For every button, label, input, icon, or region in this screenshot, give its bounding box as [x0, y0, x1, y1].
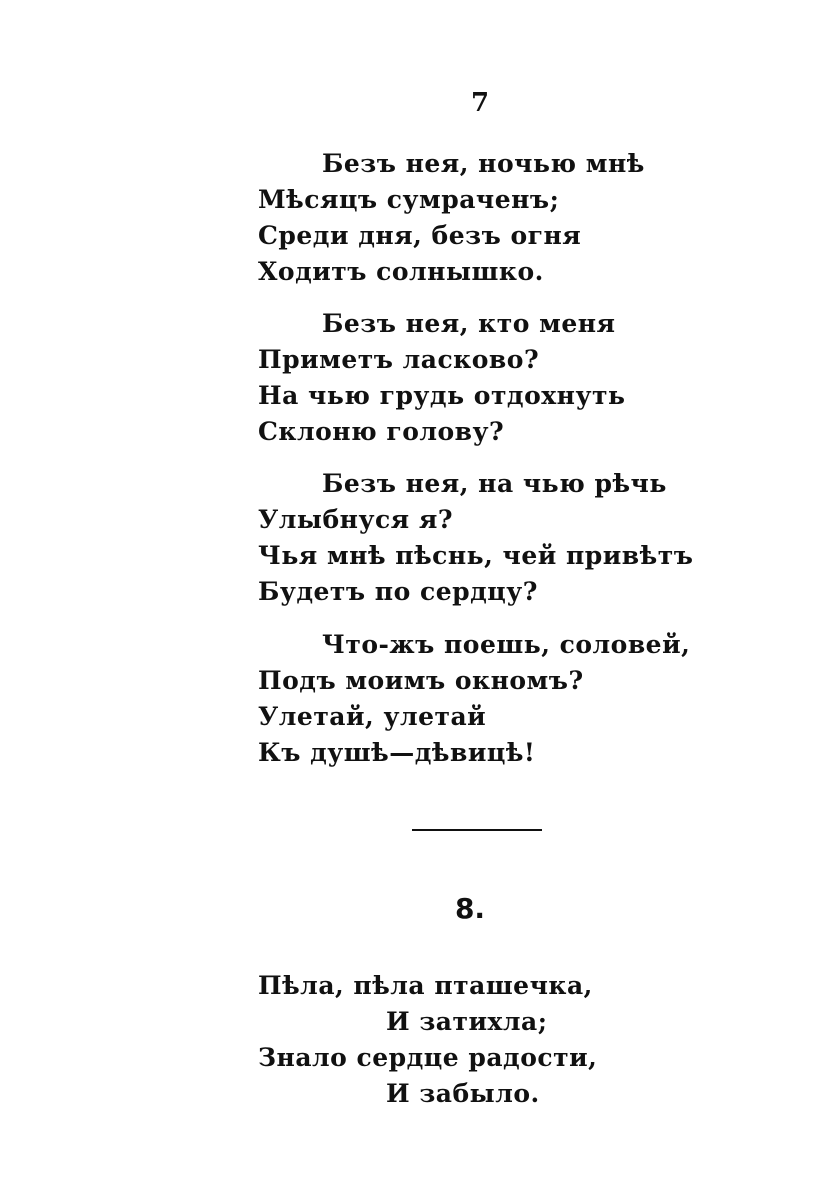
poem-line: Чья мнѣ пѣснь, чей привѣтъ: [258, 541, 694, 570]
poem-stanza: [258, 146, 645, 290]
poem-line: И затихла;: [386, 1007, 548, 1036]
poem-line: Среди дня, безъ огня: [258, 221, 582, 250]
poem-line: На чью грудь отдохнуть: [258, 381, 626, 410]
poem-line: И забыло.: [386, 1079, 540, 1108]
poem-stanza: [258, 627, 690, 771]
page-number: 7: [470, 88, 490, 118]
poem-line: Подъ моимъ окномъ?: [258, 666, 584, 695]
poem-line: Приметъ ласково?: [258, 345, 540, 374]
poem-stanza: [258, 306, 625, 450]
poem-line: Пѣла, пѣла пташечка,: [258, 971, 593, 1000]
section-divider: [412, 829, 542, 831]
poem-line: Безъ нея, кто меня: [322, 309, 616, 338]
poem-line: Улетай, улетай: [258, 702, 487, 731]
poem-line: Будетъ по сердцу?: [258, 577, 538, 606]
poem-line: Склоню голову?: [258, 417, 505, 446]
poem-stanza: [258, 466, 693, 610]
section-number: 8.: [454, 892, 486, 925]
poem-line: Къ душѣ—дѣвицѣ!: [258, 738, 536, 767]
poem-line: Что-жъ поешь, соловей,: [322, 630, 691, 659]
poem-line: Безъ нея, на чью рѣчь: [322, 469, 667, 498]
poem-line: Улыбнуся я?: [258, 505, 453, 534]
poem-line: Безъ нея, ночью мнѣ: [322, 149, 645, 178]
poem-line: Мѣсяцъ сумраченъ;: [258, 185, 560, 214]
poem-line: Ходитъ солнышко.: [258, 257, 544, 286]
poem-line: Знало сердце радости,: [258, 1043, 598, 1072]
poem-stanza: [258, 968, 597, 1112]
